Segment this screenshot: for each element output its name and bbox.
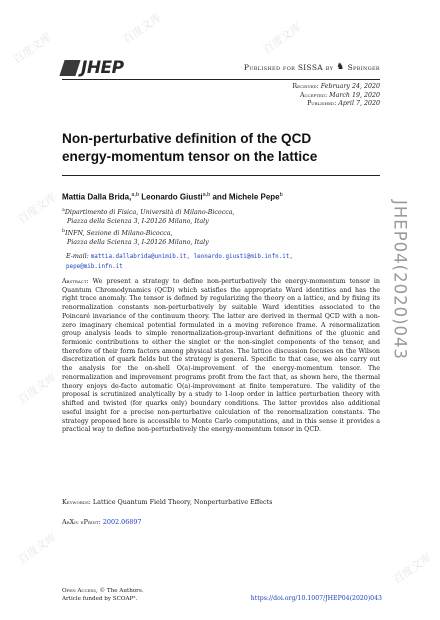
watermark: 百度文库 <box>15 370 60 407</box>
watermark: 百度文库 <box>15 190 60 227</box>
watermark: 百度文库 <box>120 10 165 47</box>
keywords <box>62 498 272 506</box>
author-affil-mark: a,b <box>202 192 211 198</box>
author-affil-mark: b <box>279 192 283 198</box>
abstract-label: Abstract: <box>62 278 89 285</box>
arxiv-link[interactable]: 2002.06897 <box>102 518 142 526</box>
email-link[interactable]: mattia.dallabrida@unimib.it, leonardo.giusti@mib.infn.it, <box>90 254 293 260</box>
journal-logo <box>62 58 124 78</box>
footer-notes <box>62 587 144 603</box>
title-line: energy-momentum tensor on the lattice <box>62 149 318 164</box>
date-accepted: Accepted: March 19, 2020 <box>299 91 380 99</box>
doi-link[interactable]: https://doi.org/10.1007/JHEP04(2020)043 <box>250 595 382 602</box>
abstract <box>62 278 380 435</box>
published-label: Published for SISSA by <box>243 62 334 72</box>
publisher-name: Springer <box>347 62 380 72</box>
author-name: and Michele Pepe <box>212 192 280 202</box>
affiliations <box>62 206 372 248</box>
side-identifier-text: JHEP04(2020)043 <box>390 199 410 361</box>
header-rule <box>62 79 380 80</box>
author-name: Leonardo Giusti <box>141 192 203 202</box>
keywords-label: Keywords: <box>62 498 91 506</box>
affiliation-item: $^a$Dipartimento di Fisica, Università di Milano-Bicocca, Piazza della Scienza 3, I-20126 Milano, Italy <box>62 208 235 226</box>
date-published: Published: April 7, 2020 <box>307 100 380 108</box>
watermark: 百度文库 <box>390 550 435 587</box>
author-list <box>62 192 283 202</box>
published-line <box>244 62 380 72</box>
watermark: 百度文库 <box>15 530 60 567</box>
title-line: Non-perturbative definition of the QCD <box>62 131 312 146</box>
author-affil-mark: a,b <box>131 192 140 198</box>
watermark: 百度文库 <box>10 30 55 67</box>
paper-title <box>62 130 362 166</box>
copyright-text: , © The Authors. <box>95 588 144 594</box>
publication-dates <box>292 83 380 109</box>
author-name: Mattia Dalla Brida, <box>62 192 132 202</box>
side-identifier <box>380 160 420 400</box>
title-rule <box>62 175 380 176</box>
keywords-text: Lattice Quantum Field Theory, Nonperturbative Effects <box>92 498 273 506</box>
arxiv-label: ArXiv ePrint: <box>62 518 101 526</box>
watermark: 百度文库 <box>260 20 305 57</box>
email-label: E-mail: <box>66 253 89 260</box>
funding-text: Article funded by SCOAP³. <box>62 596 138 602</box>
email-link[interactable]: pepe@mib.infn.it <box>66 264 123 270</box>
springer-horse-icon: ♞ <box>336 62 345 72</box>
journal-logo-text: JHEP <box>81 58 124 78</box>
open-access-label: Open Access <box>62 588 96 594</box>
email-block <box>66 252 376 272</box>
abstract-text: We present a strategy to define non-perturbatively the energy-momentum tensor in Quantum Chromodynamics (QCD) which satisfies the appropriate Ward identities and has the right trace anomaly. The tensor is defined by regularizing the theory on a lattice, and by fixing its renormalization constants non-perturbatively by suitable Ward identities associated to the Poincaré invariance of the continuum theory. The latter are derived in thermal QCD with a non-zero imaginary chemical potential formulated in a moving reference frame. A renormalization group analysis leads to simple renormalization-group-invariant definitions of the gluonic and fermionic contributions to either the singlet or the non-singlet components of the tensor, and therefore of their form factors among physical states. The lattice discussion focuses on the Wilson discretization of quark fields but the strategy is general. Specific to that case, we also carry out the analysis for the on-shell O(a)-improvement of the energy-momentum tensor. The renormalization and improvement programs profit from the fact that, as shown here, the thermal theory enjoys de-facto automatic O(a)-improvement at finite temperature. The validity of the proposal is scrutinized analytically by a study to 1-loop order in lattice perturbation theory with shifted and twisted (for quarks only) boundary conditions. The latter provides also additional useful insight for a precise non-perturbative calculation of the renormalization constants. The strategy proposed here is accessible to Monte Carlo computations, and in this sense it provides a practical way to define non-perturbatively the energy-momentum tensor in QCD. <box>62 278 380 434</box>
arxiv-eprint <box>62 518 141 526</box>
date-received: Received: February 24, 2020 <box>292 83 380 90</box>
affiliation-item: $^b$INFN, Sezione di Milano-Bicocca, Piazza della Scienza 3, I-20126 Milano, Italy <box>62 229 209 247</box>
logo-mark-icon <box>59 60 80 76</box>
